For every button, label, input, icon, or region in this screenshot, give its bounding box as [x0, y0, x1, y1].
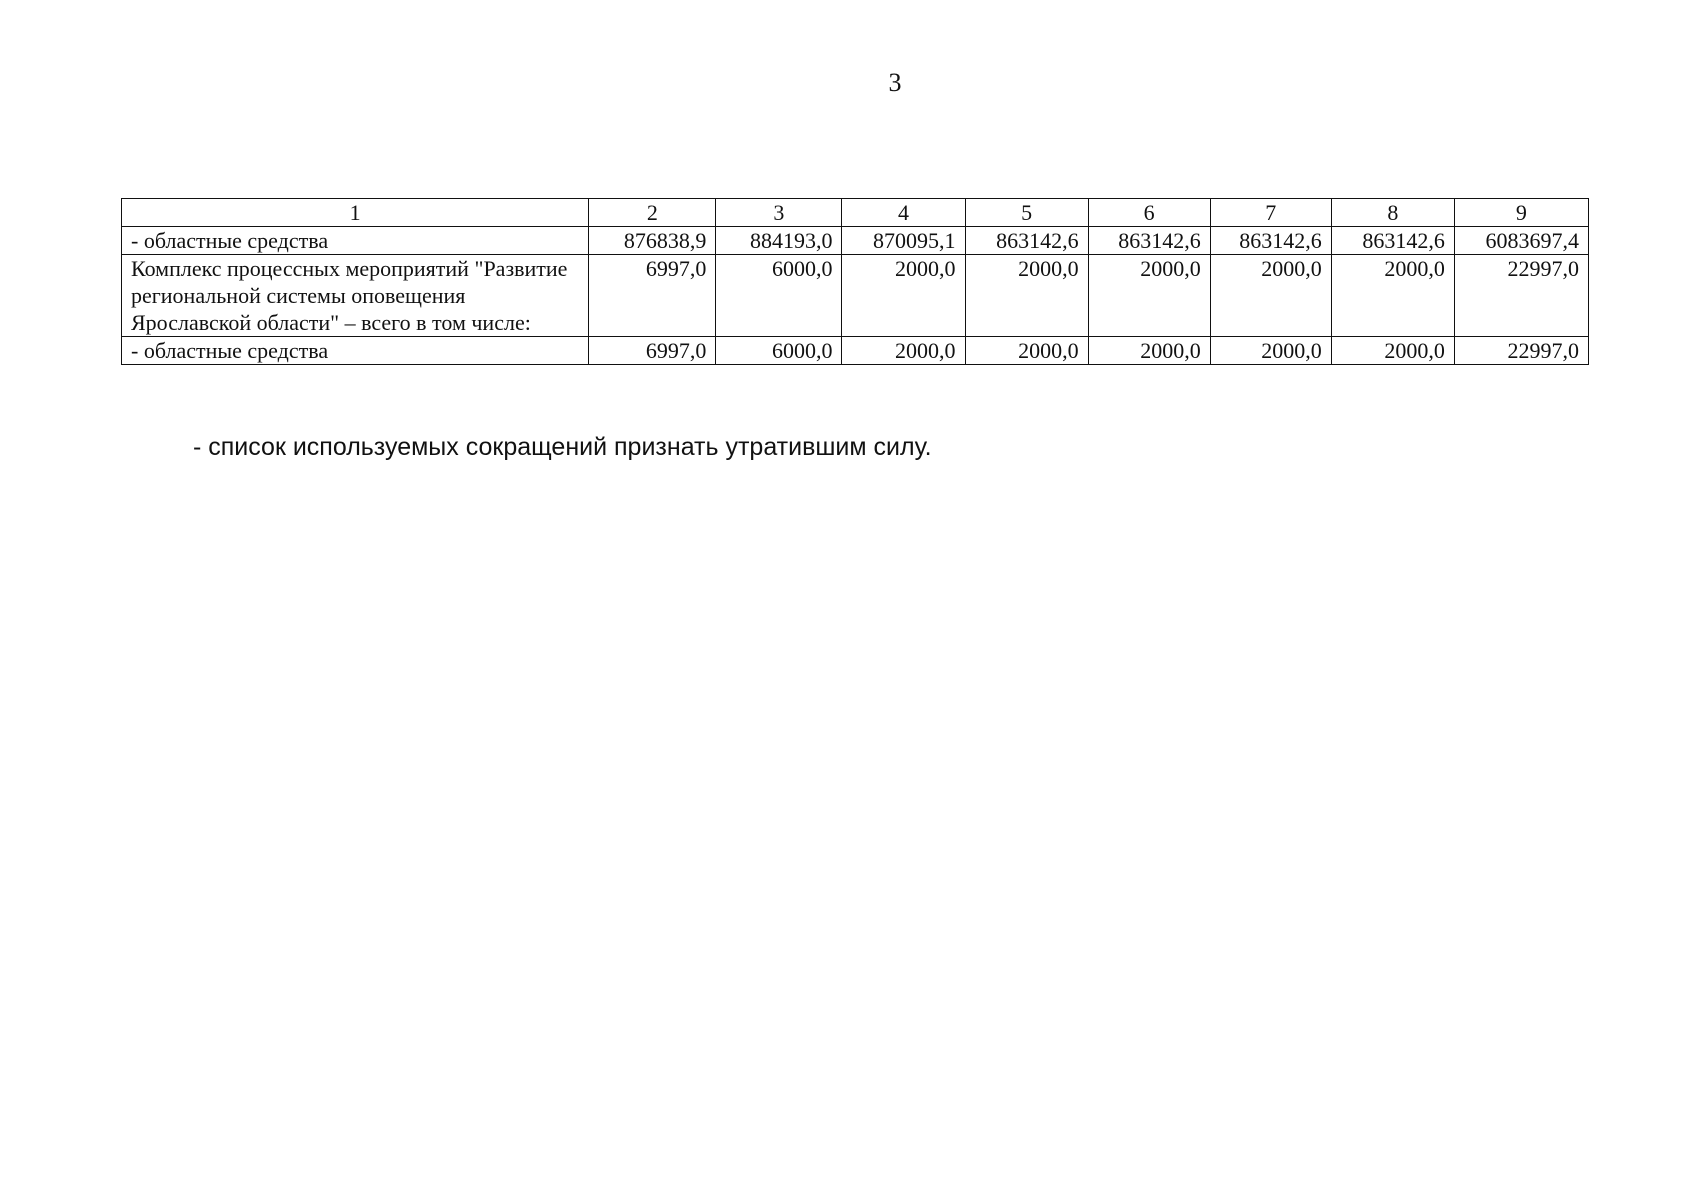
row-label: - областные средства	[122, 227, 589, 255]
table-row	[122, 227, 1589, 255]
value-cell: 2000,0	[965, 255, 1088, 337]
value-cell: 2000,0	[1210, 337, 1331, 365]
row-label: Комплекс процессных мероприятий "Развитие региональной системы оповещения Ярославской области" – всего в том числе:	[122, 255, 589, 337]
value-cell: 6000,0	[716, 337, 842, 365]
column-number-8: 8	[1331, 199, 1454, 227]
value-cell: 2000,0	[842, 337, 965, 365]
note-paragraph: - список используемых сокращений признать утратившим силу.	[193, 433, 932, 461]
value-cell: 6997,0	[589, 255, 716, 337]
table-row	[122, 337, 1589, 365]
row-label: - областные средства	[122, 337, 589, 365]
column-number-9: 9	[1454, 199, 1588, 227]
value-cell: 2000,0	[842, 255, 965, 337]
column-number-4: 4	[842, 199, 965, 227]
value-cell: 22997,0	[1454, 255, 1588, 337]
value-cell: 2000,0	[965, 337, 1088, 365]
value-cell: 863142,6	[1331, 227, 1454, 255]
value-cell: 2000,0	[1331, 255, 1454, 337]
column-number-2: 2	[589, 199, 716, 227]
column-number-5: 5	[965, 199, 1088, 227]
value-cell: 884193,0	[716, 227, 842, 255]
table-header-row	[122, 199, 1589, 227]
value-cell: 870095,1	[842, 227, 965, 255]
value-cell: 2000,0	[1210, 255, 1331, 337]
value-cell: 876838,9	[589, 227, 716, 255]
value-cell: 863142,6	[965, 227, 1088, 255]
column-number-3: 3	[716, 199, 842, 227]
value-cell: 2000,0	[1088, 255, 1210, 337]
value-cell: 863142,6	[1210, 227, 1331, 255]
page-number: 3	[888, 68, 902, 97]
budget-table	[121, 198, 1589, 365]
table-row	[122, 255, 1589, 337]
column-number-6: 6	[1088, 199, 1210, 227]
value-cell: 2000,0	[1088, 337, 1210, 365]
value-cell: 6997,0	[589, 337, 716, 365]
column-number-1: 1	[122, 199, 589, 227]
value-cell: 6000,0	[716, 255, 842, 337]
value-cell: 863142,6	[1088, 227, 1210, 255]
value-cell: 6083697,4	[1454, 227, 1588, 255]
value-cell: 22997,0	[1454, 337, 1588, 365]
column-number-7: 7	[1210, 199, 1331, 227]
value-cell: 2000,0	[1331, 337, 1454, 365]
